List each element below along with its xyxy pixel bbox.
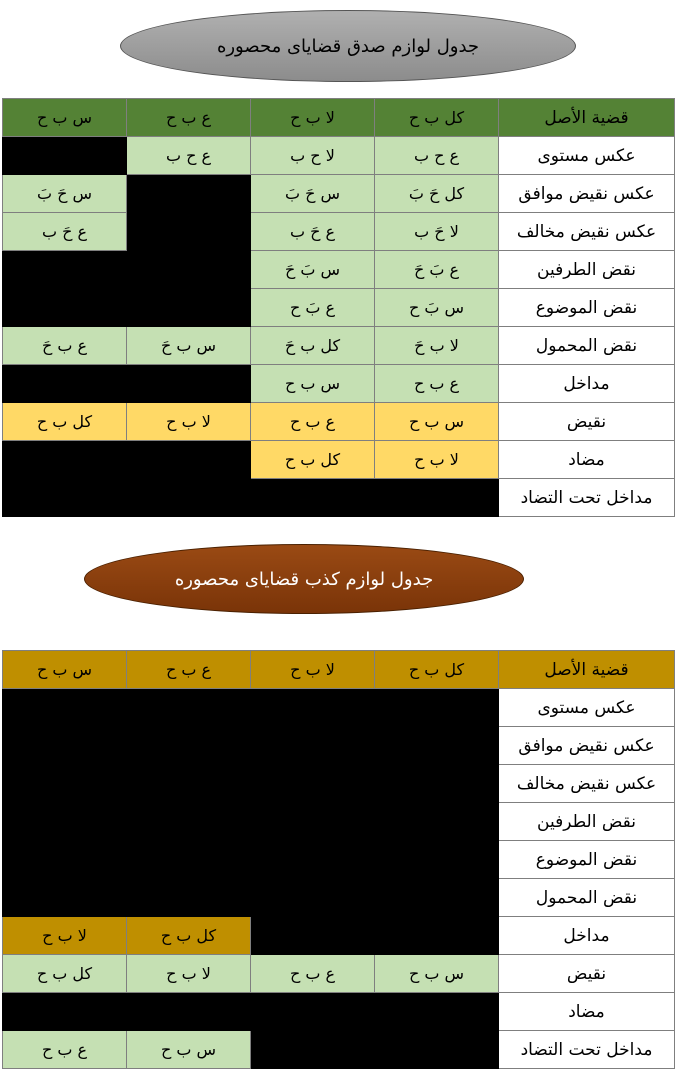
blocked-cell: [3, 879, 127, 917]
blocked-cell: [3, 841, 127, 879]
consequence-cell: س بَ ح: [375, 289, 499, 327]
row-label: مداخل تحت التضاد: [499, 479, 675, 517]
consequence-cell: لا ب ح: [127, 403, 251, 441]
blocked-cell: [3, 689, 127, 727]
blocked-cell: [251, 689, 375, 727]
column-header: س ب ح: [3, 651, 127, 689]
table-row: [3, 727, 675, 765]
falsity-table-title: جدول لوازم کذب قضایای محصوره: [84, 544, 524, 614]
blocked-cell: [375, 689, 499, 727]
blocked-cell: [127, 765, 251, 803]
blocked-cell: [3, 993, 127, 1031]
consequence-cell: س بَ حَ: [251, 251, 375, 289]
table-row: [3, 213, 675, 251]
blocked-cell: [3, 137, 127, 175]
header-row: [3, 99, 675, 137]
column-header: ع ب ح: [127, 99, 251, 137]
consequence-cell: س ب ح: [375, 403, 499, 441]
column-header: كل ب ح: [375, 651, 499, 689]
row-label: نقض الموضوع: [499, 841, 675, 879]
blocked-cell: [375, 993, 499, 1031]
row-label: نقض الطرفين: [499, 803, 675, 841]
falsity-consequences-table: [2, 650, 675, 1069]
blocked-cell: [127, 289, 251, 327]
consequence-cell: لا ب ح: [375, 441, 499, 479]
table-row: [3, 251, 675, 289]
header-row: [3, 651, 675, 689]
blocked-cell: [127, 251, 251, 289]
consequence-cell: لا ب ح: [127, 955, 251, 993]
row-label: عكس مستوى: [499, 689, 675, 727]
table-row: [3, 327, 675, 365]
blocked-cell: [3, 765, 127, 803]
blocked-cell: [127, 365, 251, 403]
blocked-cell: [375, 727, 499, 765]
blocked-cell: [251, 1031, 375, 1069]
consequence-cell: كل ب ح: [127, 917, 251, 955]
consequence-cell: لا ب ح: [3, 917, 127, 955]
blocked-cell: [375, 917, 499, 955]
consequence-cell: ع بَ ح: [251, 289, 375, 327]
table-row: [3, 137, 675, 175]
consequence-cell: س ب ح: [375, 955, 499, 993]
row-label: مضاد: [499, 993, 675, 1031]
consequence-cell: س ب ح: [127, 1031, 251, 1069]
consequence-cell: ع حَ ب: [251, 213, 375, 251]
row-label: عكس مستوى: [499, 137, 675, 175]
blocked-cell: [3, 441, 127, 479]
table-row: [3, 479, 675, 517]
consequence-cell: كل ب ح: [3, 403, 127, 441]
blocked-cell: [375, 1031, 499, 1069]
truth-table-title: جدول لوازم صدق قضایای محصوره: [120, 10, 576, 82]
table-row: [3, 289, 675, 327]
blocked-cell: [375, 841, 499, 879]
blocked-cell: [251, 765, 375, 803]
row-label: عكس نقيض موافق: [499, 175, 675, 213]
consequence-cell: ع ب ح: [375, 365, 499, 403]
blocked-cell: [127, 175, 251, 213]
table-row: [3, 803, 675, 841]
consequence-cell: س ب ح: [251, 365, 375, 403]
row-label: عكس نقيض مخالف: [499, 765, 675, 803]
original-proposition-header: قضية الأصل: [499, 99, 675, 137]
blocked-cell: [3, 251, 127, 289]
table-row: [3, 993, 675, 1031]
column-header: لا ب ح: [251, 99, 375, 137]
consequence-cell: س حَ بَ: [251, 175, 375, 213]
consequence-cell: ع حَ ب: [3, 213, 127, 251]
blocked-cell: [375, 479, 499, 517]
column-header: س ب ح: [3, 99, 127, 137]
row-label: نقض المحمول: [499, 327, 675, 365]
blocked-cell: [127, 993, 251, 1031]
consequence-cell: كل حَ بَ: [375, 175, 499, 213]
blocked-cell: [127, 879, 251, 917]
blocked-cell: [375, 765, 499, 803]
table-row: [3, 441, 675, 479]
consequence-cell: لا حَ ب: [375, 213, 499, 251]
table-row: [3, 403, 675, 441]
blocked-cell: [251, 803, 375, 841]
blocked-cell: [375, 879, 499, 917]
table-row: [3, 765, 675, 803]
consequence-cell: ع ب حَ: [3, 327, 127, 365]
blocked-cell: [127, 803, 251, 841]
row-label: نقض الموضوع: [499, 289, 675, 327]
blocked-cell: [3, 479, 127, 517]
table-row: [3, 955, 675, 993]
blocked-cell: [375, 803, 499, 841]
table-row: [3, 879, 675, 917]
consequence-cell: ع ب ح: [251, 403, 375, 441]
blocked-cell: [3, 365, 127, 403]
row-label: نقيض: [499, 403, 675, 441]
consequence-cell: ع ب ح: [3, 1031, 127, 1069]
blocked-cell: [251, 993, 375, 1031]
blocked-cell: [127, 479, 251, 517]
table-row: [3, 841, 675, 879]
consequence-cell: س ب حَ: [127, 327, 251, 365]
blocked-cell: [251, 879, 375, 917]
blocked-cell: [3, 727, 127, 765]
consequence-cell: ع بَ حَ: [375, 251, 499, 289]
row-label: مداخل تحت التضاد: [499, 1031, 675, 1069]
column-header: كل ب ح: [375, 99, 499, 137]
blocked-cell: [251, 727, 375, 765]
blocked-cell: [127, 841, 251, 879]
blocked-cell: [127, 441, 251, 479]
blocked-cell: [127, 689, 251, 727]
consequence-cell: كل ب ح: [251, 441, 375, 479]
row-label: مداخل: [499, 365, 675, 403]
original-proposition-header: قضية الأصل: [499, 651, 675, 689]
table-row: [3, 689, 675, 727]
blocked-cell: [251, 917, 375, 955]
blocked-cell: [127, 213, 251, 251]
table-row: [3, 1031, 675, 1069]
blocked-cell: [3, 289, 127, 327]
consequence-cell: كل ب ح: [3, 955, 127, 993]
row-label: مداخل: [499, 917, 675, 955]
column-header: ع ب ح: [127, 651, 251, 689]
row-label: مضاد: [499, 441, 675, 479]
consequence-cell: لا ح ب: [251, 137, 375, 175]
row-label: نقيض: [499, 955, 675, 993]
consequence-cell: كل ب حَ: [251, 327, 375, 365]
blocked-cell: [3, 803, 127, 841]
column-header: لا ب ح: [251, 651, 375, 689]
row-label: نقض الطرفين: [499, 251, 675, 289]
row-label: عكس نقيض موافق: [499, 727, 675, 765]
truth-consequences-table: [2, 98, 675, 517]
consequence-cell: س حَ بَ: [3, 175, 127, 213]
blocked-cell: [127, 727, 251, 765]
table-row: [3, 175, 675, 213]
consequence-cell: لا ب حَ: [375, 327, 499, 365]
blocked-cell: [251, 479, 375, 517]
row-label: عكس نقيض مخالف: [499, 213, 675, 251]
consequence-cell: ع ب ح: [251, 955, 375, 993]
consequence-cell: ع ح ب: [127, 137, 251, 175]
blocked-cell: [251, 841, 375, 879]
row-label: نقض المحمول: [499, 879, 675, 917]
consequence-cell: ع ح ب: [375, 137, 499, 175]
table-row: [3, 917, 675, 955]
table-row: [3, 365, 675, 403]
